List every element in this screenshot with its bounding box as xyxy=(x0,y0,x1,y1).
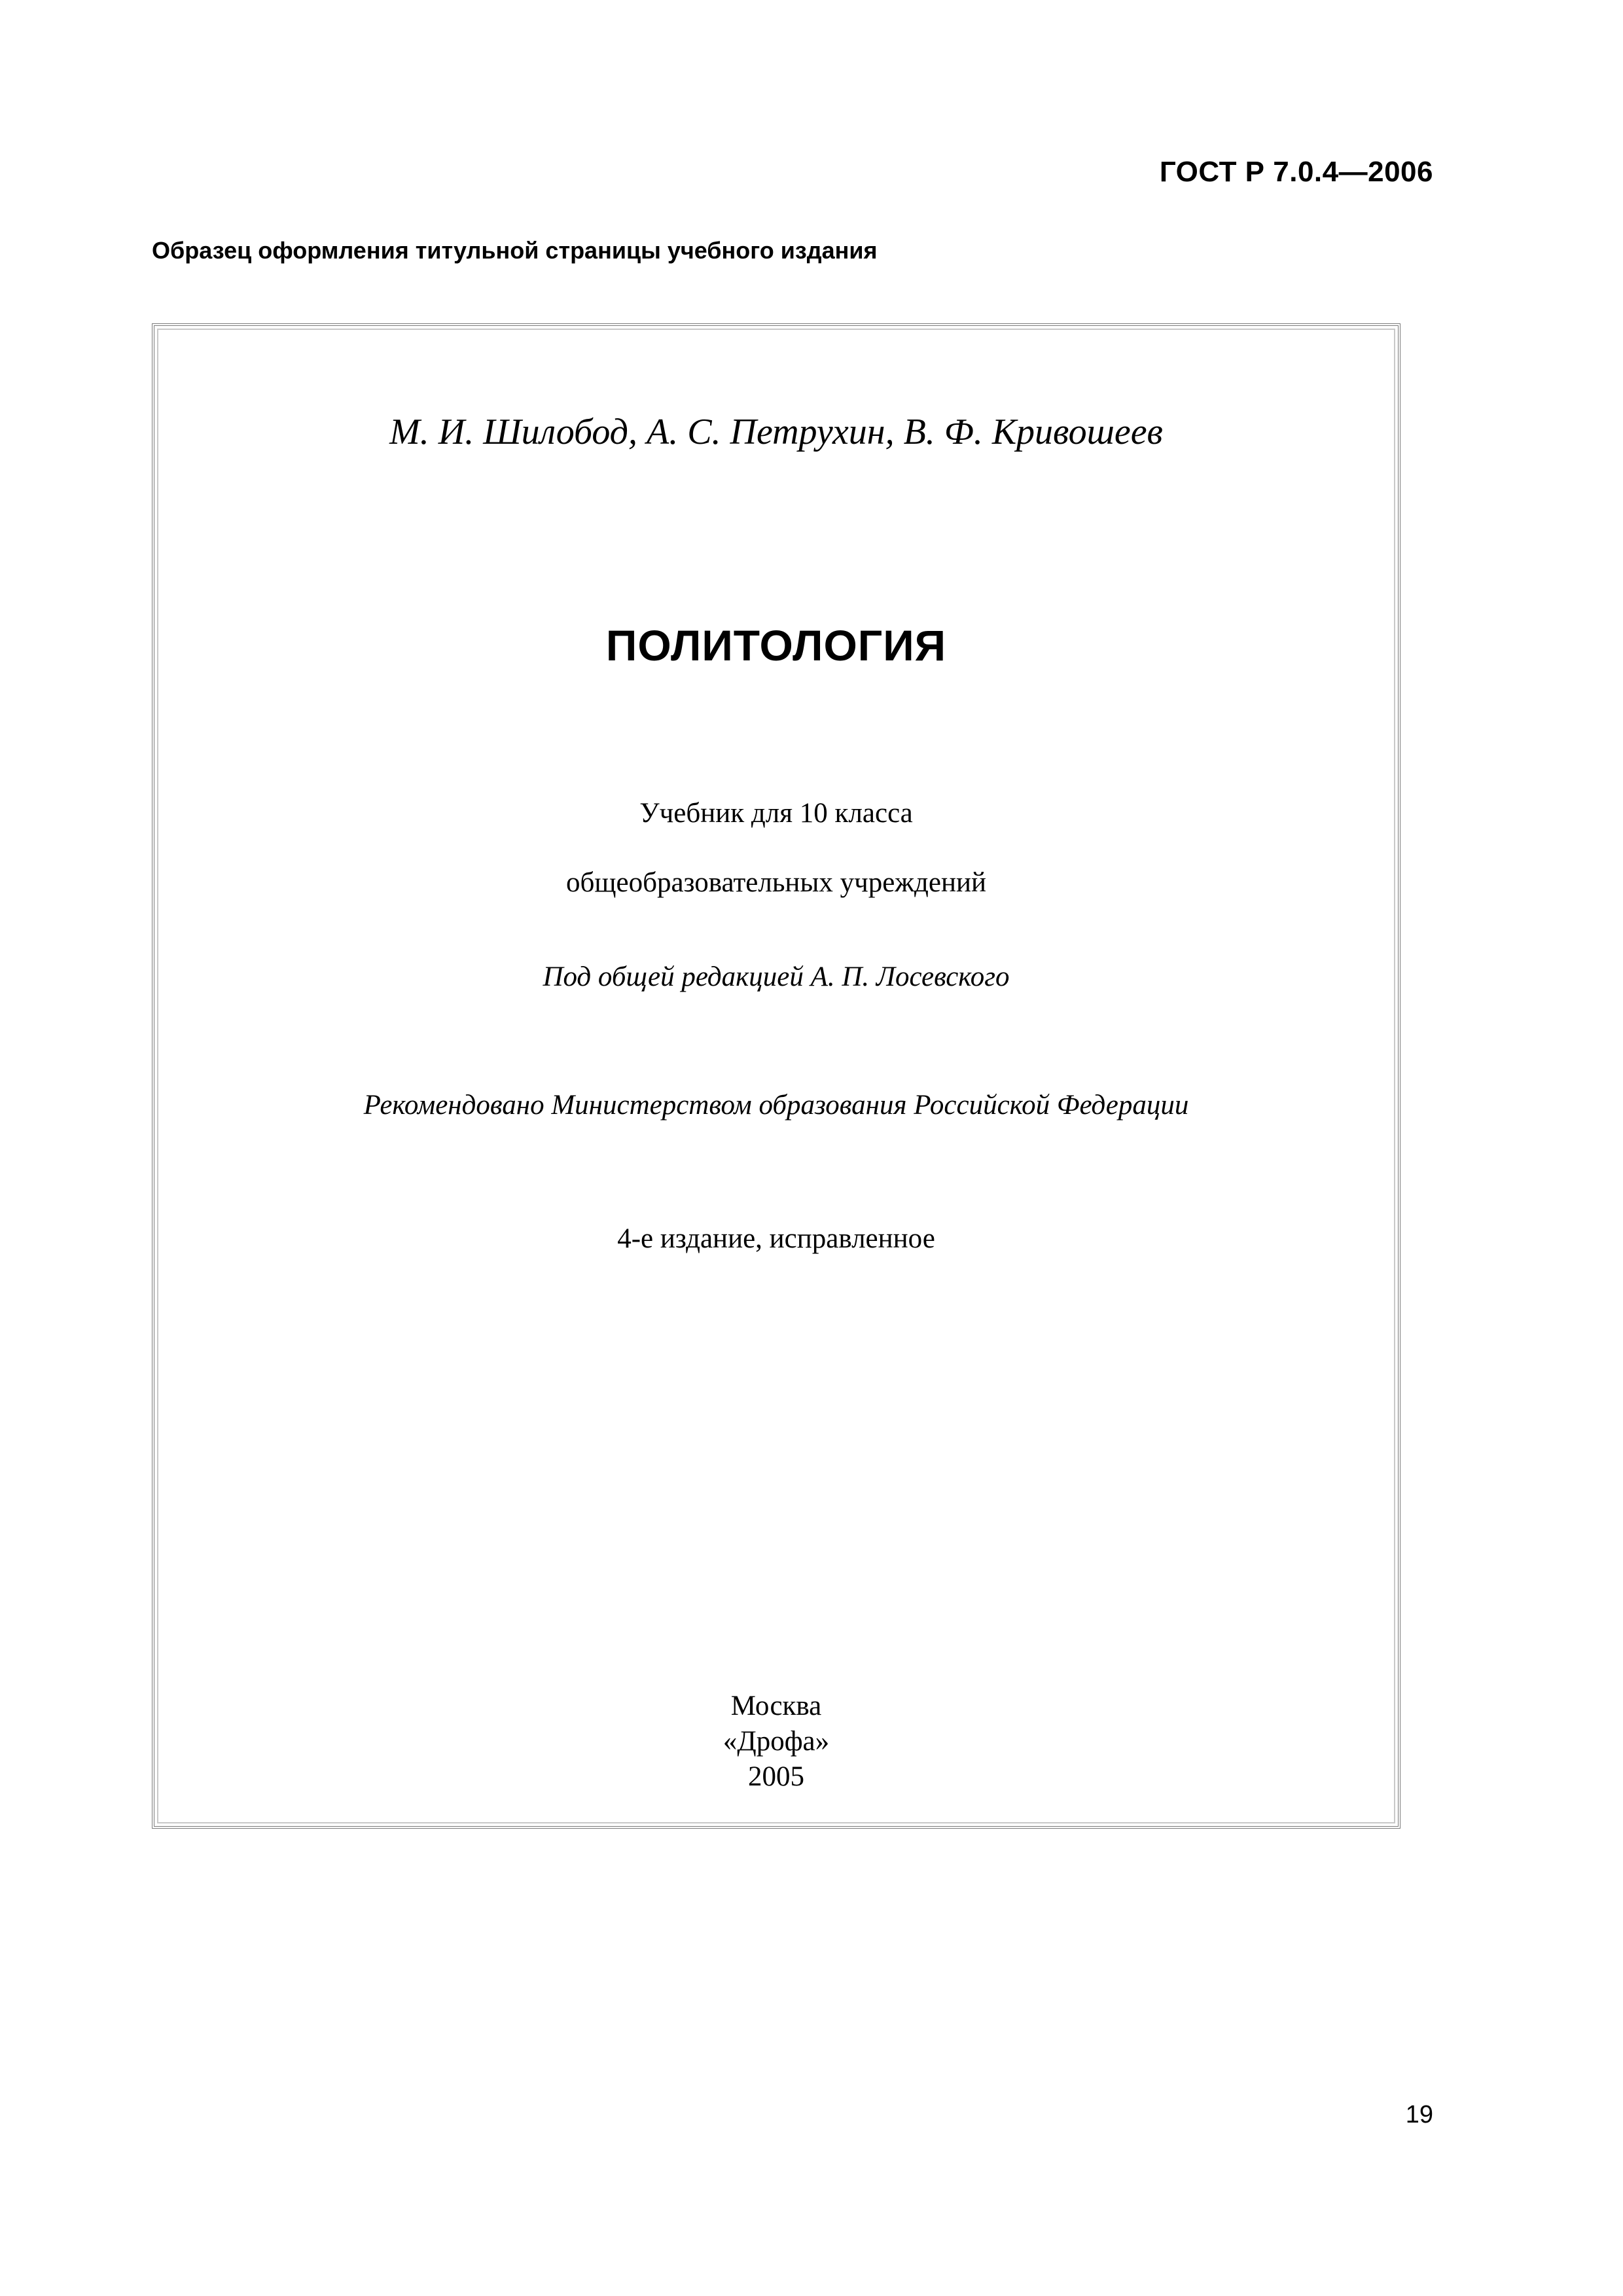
sample-caption: Образец оформления титульной страницы учебного издания xyxy=(152,237,878,264)
book-title: ПОЛИТОЛОГИЯ xyxy=(605,621,947,670)
page-number: 19 xyxy=(1405,2101,1433,2128)
standard-code: ГОСТ Р 7.0.4—2006 xyxy=(1159,156,1433,188)
title-page-frame xyxy=(152,323,1400,1829)
book-editor: Под общей редакцией А. П. Лосевского xyxy=(543,961,1010,992)
imprint-year: 2005 xyxy=(748,1761,804,1792)
book-authors: М. И. Шилобод, А. С. Петрухин, В. Ф. Кривошеев xyxy=(389,412,1163,452)
imprint-publisher: «Дрофа» xyxy=(722,1726,830,1757)
book-recommendation: Рекомендовано Министерством образования Российской Федерации xyxy=(363,1090,1189,1121)
book-subtitle-line1: Учебник для 10 класса xyxy=(639,798,913,829)
imprint-city: Москва xyxy=(730,1691,822,1721)
book-imprint xyxy=(154,1689,1398,1795)
book-subtitle-line2: общеобразовательных учреждений xyxy=(566,867,986,898)
book-edition: 4-е издание, исправленное xyxy=(617,1223,935,1254)
